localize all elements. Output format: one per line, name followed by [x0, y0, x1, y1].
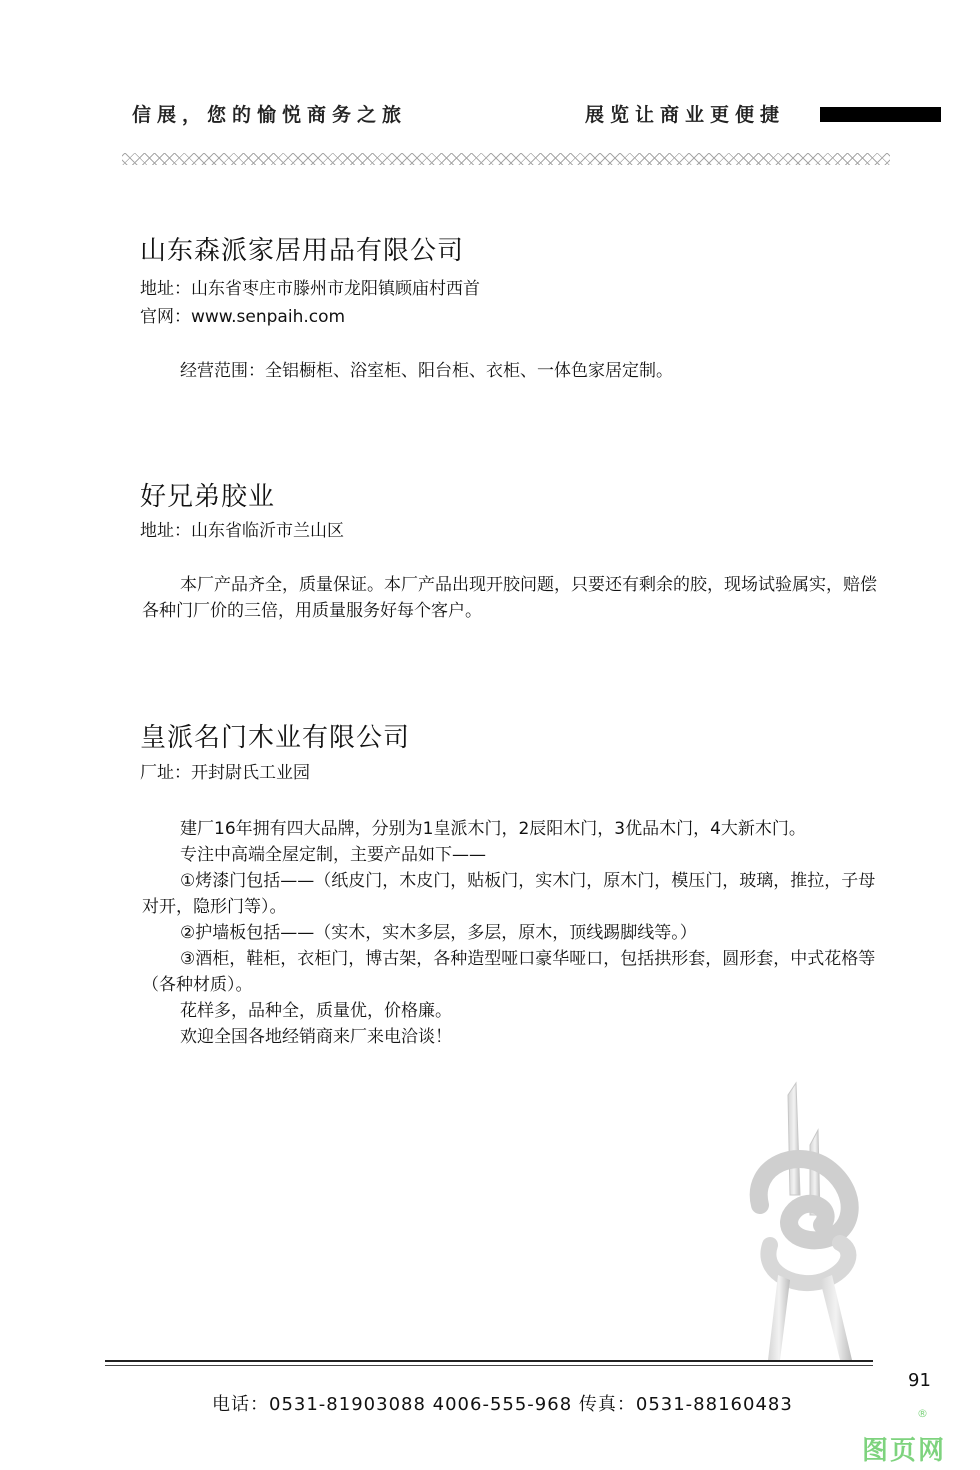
company-2-paragraph: 本厂产品齐全，质量保证。本厂产品出现开胶问题，只要还有剩余的胶，现场试验属实，赔偿各种门厂价的三倍，用质量服务好每个客户。: [142, 575, 877, 621]
company-1-address: 地址：山东省枣庄市滕州市龙阳镇顾庙村西首: [140, 279, 480, 299]
company-2-address: 地址：山东省临沂市兰山区: [140, 521, 344, 541]
watermark-registered-mark: ®: [917, 1407, 928, 1420]
company-3-paragraph-7: 欢迎全国各地经销商来厂来电洽谈！: [180, 1027, 452, 1047]
footer-rule-thick: [105, 1360, 873, 1362]
company-2-body: [142, 572, 877, 624]
header-slogan-left: 信展，您的愉悦商务之旅: [132, 104, 408, 126]
company-3-paragraph-1: 建厂16年拥有四大品牌，分别为1皇派木门，2辰阳木门，3优品木门，4大新木门。: [180, 819, 806, 839]
company-3-paragraph-2: 专注中高端全屋定制，主要产品如下——: [180, 845, 486, 865]
company-3-address: 厂址：开封尉氏工业园: [140, 763, 310, 783]
company-1-paragraph: 经营范围：全铝橱柜、浴室柜、阳台柜、衣柜、一体色家居定制。: [180, 361, 673, 381]
watermark-logo: 图页网: [862, 1436, 947, 1466]
company-3-paragraph-6: 花样多，品种全，质量优，价格廉。: [180, 1001, 452, 1021]
company-3-paragraph-5: ③酒柜，鞋柜，衣柜门，博古架，各种造型哑口豪华哑口，包括拱形套，圆形套，中式花格等（各种材质）。: [142, 949, 876, 995]
decorative-divider: [122, 153, 890, 165]
header-black-bar: [820, 107, 941, 122]
sculpture-illustration: [740, 1075, 880, 1365]
header-slogan-right: 展览让商业更便捷: [585, 104, 786, 126]
company-1-body: [180, 358, 880, 384]
company-1-name: 山东森派家居用品有限公司: [140, 236, 465, 266]
footer-rule-thin: [105, 1365, 873, 1366]
company-3-name: 皇派名门木业有限公司: [140, 723, 411, 753]
company-1-website[interactable]: 官网：www.senpaih.com: [140, 307, 346, 327]
company-3-paragraph-4: ②护墙板包括——（实木，实木多层，多层，原木，顶线踢脚线等。）: [180, 923, 697, 943]
company-3-body: [142, 816, 877, 1050]
page-number: 91: [908, 1370, 931, 1391]
company-3-paragraph-3: ①烤漆门包括——（纸皮门，木皮门，贴板门，实木门，原木门，模压门，玻璃，推拉，子母对开，隐形门等）。: [142, 871, 876, 917]
footer-contact: 电话：0531-81903088 4006-555-968 传真：0531-88160483: [212, 1394, 793, 1415]
company-2-name: 好兄弟胶业: [140, 482, 276, 512]
